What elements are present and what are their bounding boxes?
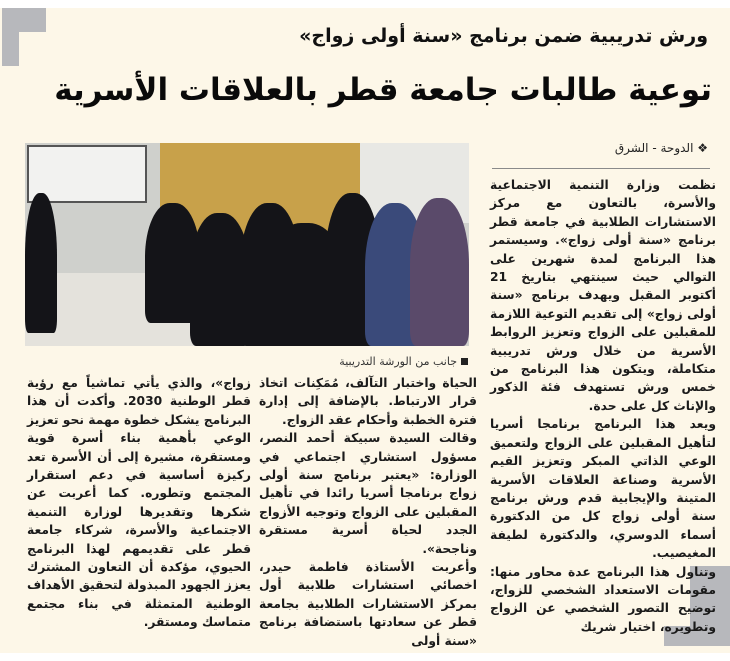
article-kicker: ورش تدريبية ضمن برنامج «سنة أولى زواج» [299,25,708,47]
divider [492,168,710,169]
article-column-1 [490,176,716,636]
photo-caption [339,355,468,368]
paragraph: وأعربت الأستاذة فاطمة حيدر، اخصائي استشارات طلابية أول بمركز الاستشارات الطلابية بجامعة قطر عن سعادتها باستضافة برنامج «سنة أولى [259,560,477,648]
paragraph: نظمت وزارة التنمية الاجتماعية والأسرة، بالتعاون مع مركز الاستشارات الطلابية في جامعة قطر برنامج «سنة أولى زواج». وسيستمر هذا البرنامج لمدة شهرين على التوالي حيث سينتهي بتاريخ 21 أكتوبر المقبل ويهدف برنامج «سنة أولى زواج» إلى تقديم التوعية اللازمة للمقبلين على الزواج وتعزيز الروابط الأسرية من خلال ورش تدريبية متكاملة، ويتكون هذا البرنامج من خمس ورش تستهدف فئة الذكور والإناث كل على حدة. [490,178,716,413]
photo-attendee [410,198,469,346]
article-column-2 [259,374,477,650]
corner-mark-top-left-vertical [2,8,19,66]
article-photo [25,143,469,346]
square-bullet-icon [461,358,468,365]
paragraph: زواج»، والذي يأتي تماشياً مع رؤية قطر الوطنية 2030. وأكدت أن هذا البرنامج يشكل خطوة مهمة نحو تعزيز الوعي بأهمية بناء أسرة قوية ومستقرة، مشيرة إلى أن الأسرة تعد ركيزة أساسية في دعم استقرار المجتمع وتطوره. كما أعربت عن شكرها وتقديرها لوزارة التنمية الاجتماعية والأسرة، شركاء جامعة قطر على تقديمهم لهذا البرنامج الحيوي، مؤكدة أن التعاون المشترك يعزز الجهود المبذولة لتحقيق الأهداف الوطنية المتمثلة في بناء مجتمع متماسك ومستقر. [27,376,251,630]
paragraph: وقالت السيدة سبيكة أحمد النصر، مسؤول استشاري اجتماعي في الوزارة: «يعتبر برنامج سنة أولى زواج برنامجا أسريا رائدا في تأهيل المقبلين على الزواج وتوجيه الأزواج الجدد لحياة أسرية مستقرة وناجحة». [259,431,477,556]
diamond-bullet-icon: ❖ [697,141,708,155]
paragraph: وتناول هذا البرنامج عدة محاور منها: مقومات الاستعداد الشخصي للزواج، توضيح التصور الشخصي عن الزواج وتطويره، اختيار شريك [490,564,716,634]
photo-caption-text: جانب من الورشة التدريبية [339,355,457,368]
article-headline: توعية طالبات جامعة قطر بالعلاقات الأسرية [54,72,712,108]
photo-attendee [25,193,57,333]
article-column-3 [27,374,251,632]
dateline-text: الدوحة - الشرق [614,141,694,155]
dateline [615,141,708,155]
paragraph: الحياة واختبار التآلف، مُمَكِنات اتخاذ قرار الارتباط. بالإضافة إلى إدارة فترة الخطبة وأحكام عقد الزواج. [259,376,477,427]
paragraph: ويعد هذا البرنامج برنامجا أسريا لتأهيل المقبلين على الزواج ولتعميق الوعي الذاتي المبكر وتعزيز القيم الأسرية وصناعة العلاقات الأسرية المتينة والإيجابية قدم ورش برنامج سنة أولى زواج كل من الدكتورة أسماء الدوسري، والدكتورة لطيفة المغيصيب. [490,417,716,561]
